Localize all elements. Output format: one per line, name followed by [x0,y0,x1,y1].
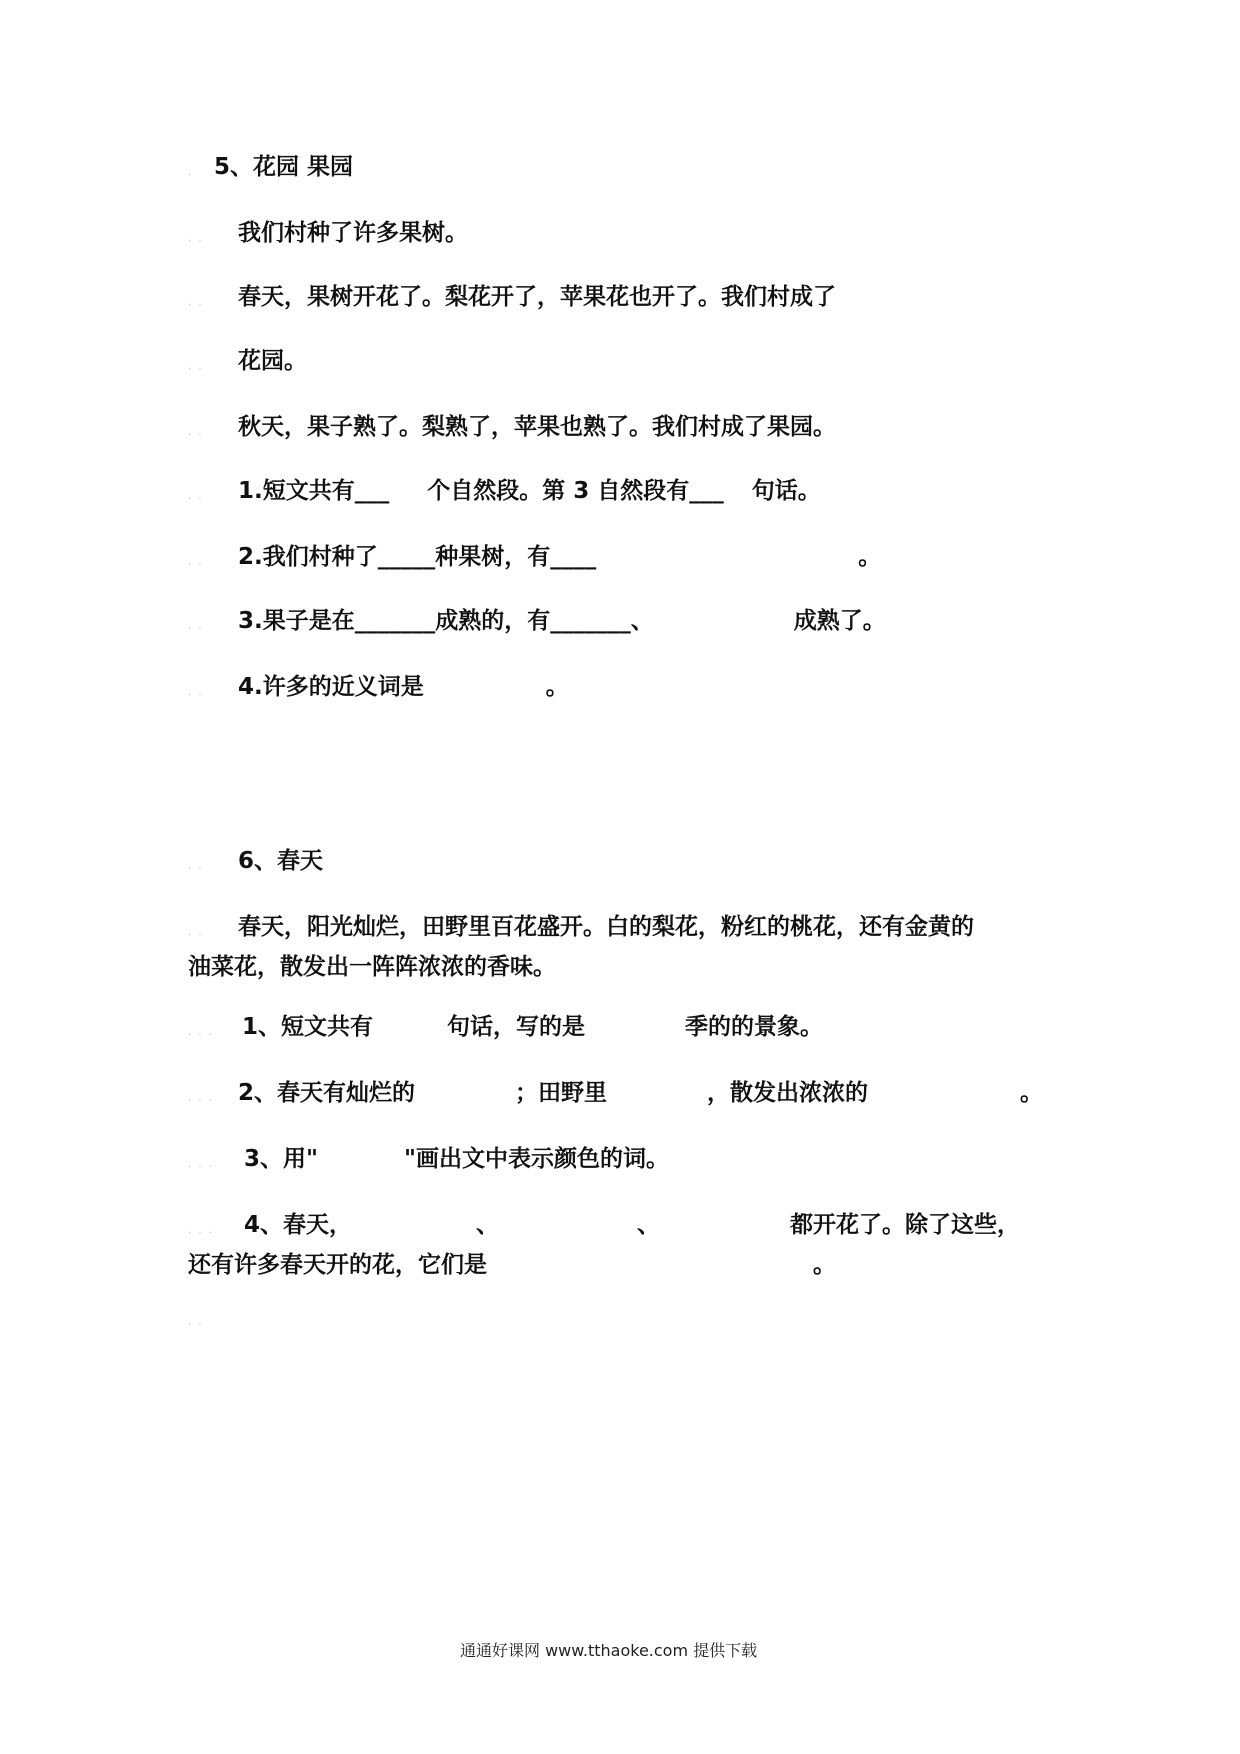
footer-credit: 通通好课网 www.tthaoke.com 提供下载 [460,1641,758,1660]
question-text: 。 [858,544,882,570]
margin-dots: . . [188,621,204,632]
question-text: ，散发出浓浓的 [707,1080,869,1106]
margin-dots: . . [188,427,204,438]
question-text: 3.果子是在_______成熟的，有_______、 [238,608,654,634]
margin-dots: . . [188,927,204,938]
question-text: 2、春天有灿烂的 [238,1080,416,1106]
margin-dots: . [188,167,194,178]
question-text: 句话。 [751,478,821,504]
question-6-3 [244,1144,669,1174]
passage-line: 花园。 [238,348,307,374]
margin-dots: . . [188,557,204,568]
question-5-2 [238,542,881,572]
question-text: 、 [476,1212,500,1238]
passage-line: 春天，果树开花了。梨花开了，苹果花也开了。我们村成了 [238,284,836,310]
question-text: 4.许多的近义词是 [238,674,424,700]
question-text: "画出文中表示颜色的词。 [404,1146,669,1172]
margin-dots: . . . [188,1225,214,1236]
question-text: 个自然段。第 3 自然段有___ [427,478,724,504]
question-text: 1、短文共有 [242,1014,374,1040]
question-5-1 [238,476,821,506]
question-text: 3、用" [244,1146,318,1172]
question-text: 。 [545,674,569,700]
question-text: 、 [637,1212,661,1238]
margin-dots: . . [188,297,204,308]
margin-dots: . . [188,861,204,872]
margin-dots: . . [188,233,204,244]
question-text: ；田野里 [515,1080,608,1106]
margin-dots: . . . [188,1027,214,1038]
question-text: 句话，写的是 [447,1014,586,1040]
question-5-4 [238,672,569,702]
question-text: 1.短文共有___ [238,478,390,504]
question-6-2 [238,1078,1043,1108]
question-text: 。 [1020,1080,1044,1106]
passage-line: 春天，阳光灿烂，田野里百花盛开。白的梨花，粉红的桃花，还有金黄的 [238,914,974,940]
question-5-3 [238,606,886,636]
question-text: 4、春天， [244,1212,353,1238]
passage-line: 我们村种了许多果树。 [238,220,468,246]
section-5-title: 5、花园 果园 [214,154,354,180]
question-6-1 [242,1012,823,1042]
question-text: 成熟了。 [793,608,886,634]
passage-line: 油菜花，散发出一阵阵浓浓的香味。 [188,954,556,980]
margin-dots: . . . [188,1093,214,1104]
question-text: 。 [813,1252,836,1278]
margin-dots: . . [188,361,204,372]
section-6-title: 6、春天 [238,848,324,874]
margin-dots: . . [188,1317,204,1328]
margin-dots: . . [188,491,204,502]
question-text: 季的的景象。 [685,1014,824,1040]
question-text: 都开花了。除了这些， [790,1212,1021,1238]
question-text: 还有许多春天开的花，它们是 [188,1252,487,1278]
margin-dots: . . [188,687,204,698]
question-6-4-continued [188,1250,836,1280]
passage-line: 秋天，果子熟了。梨熟了，苹果也熟了。我们村成了果园。 [238,414,836,440]
question-text: 2.我们村种了_____种果树，有____ [238,544,597,570]
margin-dots: . . . [188,1159,214,1170]
question-6-4 [244,1210,1020,1240]
